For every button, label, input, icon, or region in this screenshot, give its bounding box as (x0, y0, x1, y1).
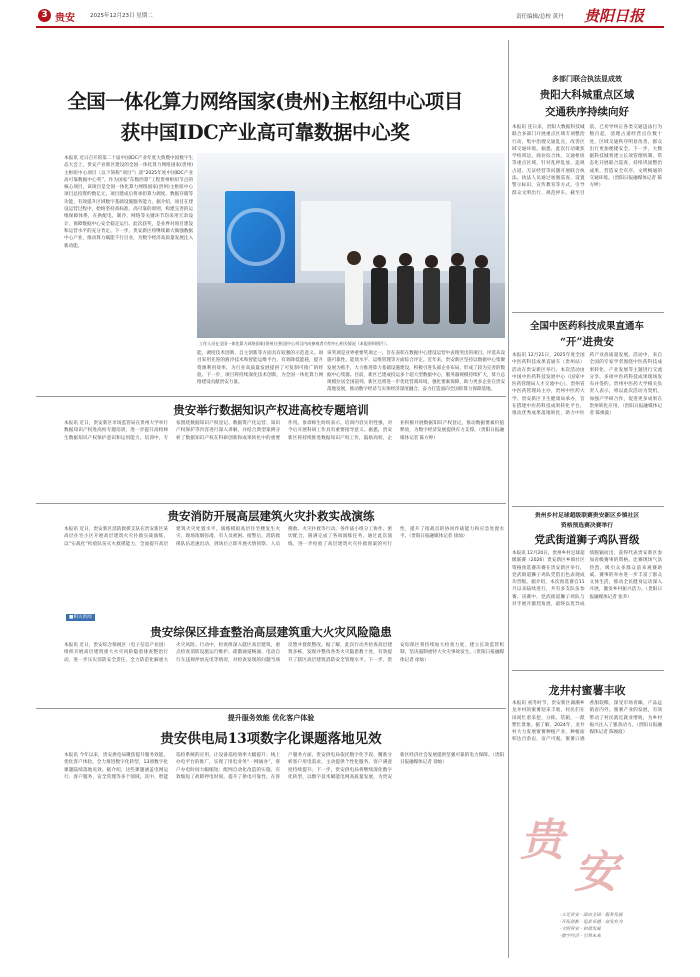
divider (512, 506, 664, 507)
masthead (0, 0, 700, 28)
calligraphy-char-2: 安 (574, 847, 618, 898)
football-body: 本报讯 12月20日，贵州乡村足球超级联赛（2026）贵安新区乡镇社区资格预选赛决赛在贵安新区举行，党武街道狮子鸡队凭借出色表现成功晋级。据介绍，本次预选赛自11月以来陆续进行，共有多支队伍参赛。决赛中，党武街道狮子鸡队与对手展开激烈角逐，最终以优异成绩脱颖而出，获得代表贵安新区参加省级赛事的资格。比赛现场气氛热烈，吸引众多群众前来观赛助威。赛事的举办进一步丰富了群众文体生活，推动全民健身运动深入开展，激发乡村振兴活力。（贵阳日报融媒体记者 张乔） (512, 551, 662, 608)
lead-photo-caption: 工作人员在全国一体化算力网络国家(贵州)主枢纽中心项目内向参观者介绍中心相关情况（本报资料图片）。 (199, 341, 391, 346)
slogan-list (560, 912, 664, 940)
lead-photo (197, 153, 505, 338)
traffic-title-line2: 交通秩序持续向好 (545, 106, 629, 118)
bonded-zone-title: 贵安综保区排查整治高层建筑重大火灾风险隐患 (150, 625, 392, 639)
masthead-rule (36, 26, 664, 28)
decorative-calligraphy (514, 800, 664, 910)
divider (36, 503, 506, 504)
tcm-title-line2: “开”进贵安 (559, 336, 615, 348)
lead-body-right: 该奖项是业界重要奖项之一，旨在表彰在数据中心建设运营中表现突出的项目。评选从设施可靠性、能效水平、运维管理等方面综合评定。近年来，贵安新区坚持以数据中心集聚发展为抓手，大力推进算力基础设施建设，积极引进头部企业布局，形成了较为完善的数据中心集群。目前，新区已建成投运多个超大型数据中心，服务器规模持续扩大，算力总规模位居全国前列。新区还将进一步优化营商环境，强化要素保障，助力更多企业在贵安落地发展，推动数字经济与实体经济深度融合，奋力打造面向全国的算力保障基地。 (327, 351, 505, 393)
bonded-zone-body: 本报讯 近日，贵安综合保税区（电子信息产业园）组织开展高层建筑重大火灾风险隐患排查整治行动，进一步压实消防安全责任，全力防范化解重大火灾风险。行动中，检查组深入辖区高层建筑，重点检查消防设施运行维护、疏散通道畅通、电动自行车违规停放充电等情况，对检查发现的问题当场反馈并督促整改。据了解，此次行动共检查高层建筑多栋，发现并整改各类火灾隐患数十处，有效提升了辖区高层建筑消防安全管理水平。下一步，贵安综保区将持续加大检查力度，建立长效监管机制，坚决遏制重特大火灾事故发生。（贵阳日报融媒体记者 徐灿） (64, 643, 504, 663)
display-ring (227, 208, 285, 266)
page-number-badge: 3 (38, 9, 51, 22)
traffic-title-line1: 贵阳大科城重点区域 (539, 89, 635, 101)
football-kicker-line2: 资格预选赛决赛举行 (560, 523, 614, 529)
section-name: 贵安 (55, 13, 75, 24)
slogan-line: ·开拓创新 · 追求卓越 · 奋发有为 (560, 920, 623, 925)
ip-training-title: 贵安举行数据知识产权进高校专题培训 (173, 403, 369, 417)
calligraphy-char-1: 贵 (520, 815, 564, 866)
fire-drill-body: 本报讯 近日，贵安新区消防救援支队在贵安新区某高层住宅小区开展高层建筑火灾扑救实战演练，以“实战化”检验队伍灭火救援能力，全面提升高层建筑火灾处置水平。演练模拟高层住宅楼发生火灾，现场浓烟弥漫，有人员被困。接警后，消防救援队伍迅速出动，到场后立即开展火情侦察、人员搜救、火灾扑救等行动。各作战小组分工协作、密切配合，圆满完成了各项演练任务。通过此次演练，进一步检验了高层建筑火灾扑救预案的可行性，提升了指战员的协同作战能力和应急处置水平。（贵阳日报融媒体记者 徐灿） (64, 527, 504, 547)
issue-date: 2025年12月23日 星期二 (90, 13, 153, 19)
power-title: 贵安供电局13项数字化课题落地见效 (160, 731, 382, 747)
football-title: 党武街道狮子鸡队晋级 (534, 534, 640, 546)
traffic-kicker: 多部门联合执法显成效 (552, 75, 622, 83)
slogan-line: ·数字经济 · 引领未来 (560, 934, 601, 939)
sweet-potato-title: 龙井村蜜薯丰收 (548, 684, 626, 697)
sweet-potato-body: 本报讯 初冬时节，贵安新区湖潮乡龙井村的蜜薯迎来丰收，村民们在田间忙着采挖、分拣、装箱，一派繁忙景象。据了解，2024年，龙井村大力发展蜜薯种植产业，种植面积达百余亩，亩产可观。蜜薯口感香甜软糯，深受市场青睐，产品远销省内外。蜜薯产业的发展，有效带动了村民就近就业增收，为乡村振兴注入了强劲动力。（贵阳日报融媒体记者 陈俊波） (512, 701, 662, 743)
traffic-body: 本报讯 连日来，贵阳大数据科技城联合多部门开展重点区域专项整治行动，集中治理交通乱点，改善区域交通环境。据悉，此次行动聚焦学校周边、商业综合体、交通枢纽等重点区域，针对乱停乱放、违规占道、无证经营等问题开展联合执法。执法人员通过加强巡查、设置警示标识、宣传教育等方式，引导群众文明出行、规范停车。截至目前，已劝导纠正各类交通违法行为数百起，清理占道经营点位数十处，区域交通秩序明显改善，群众出行更加便捷安全。下一步，大数据科技城将建立长效管理机制，常态化开展联合巡查，持续巩固整治成果，营造安全有序、文明畅通的交通环境。（贵阳日报融媒体记者 陈方婷） (512, 125, 662, 196)
power-kicker: 提升服务效能 优化客户体验 (227, 714, 315, 722)
ip-training-body: 本报讯 近日，贵安新区市场监管局在贵州大学举行数据知识产权进高校专题培训，进一步提升高校师生数据知识产权保护意识和运用能力。培训中，专家围绕数据知识产权登记、数据资产化运营、知识产权保护等内容进行深入讲解，并结合典型案例分析了数据知识产权在科研创新和成果转化中的重要作用。参训师生纷纷表示，培训内容实用性强，对今后开展科研工作具有重要指导意义。据悉，贵安新区将持续推进数据知识产权工作，鼓励高校、企业积极开展数据知识产权登记，推动数据要素价值释放，为数字经济发展提供有力支撑。（贵阳日报融媒体记者 陈方婷） (64, 421, 504, 441)
divider (512, 670, 664, 671)
tcm-body: 本报讯 12月21日，2025年度全国中医药科技成果直通车（贵州站）活动在贵安新区举行。本次活动由中国中医药科技发展中心（国家中医药管理局人才交流中心）、贵州省中医药管理局主办，贵州中医药大学、贵安新区卫生健康局承办，旨在搭建中医药科技成果转化平台，推动优秀成果落地转化，助力中医药产业高质量发展。活动中，来自全国的专家学者围绕中医药科技成果转化、产业发展等主题进行交流分享，多项中医药科技成果现场发布并签约。贵州中医药大学相关负责人表示，将以此次活动为契机，加强产学研合作，促进更多成果在贵州转化应用。（贵阳日报融媒体记者 陈俊波） (512, 353, 662, 417)
divider (36, 396, 506, 397)
divider (512, 312, 664, 313)
divider (36, 708, 506, 709)
related-news-tag: ■相关新闻 (66, 614, 95, 621)
lead-title-line1: 全国一体化算力网络国家(贵州)主枢纽中心项目 (67, 90, 463, 113)
editor-credit: 责任编辑/总校 黄丹 (516, 14, 564, 20)
lead-body-bottom: 能、调度技术创新、自主创新等方面具有较强的示范意义。项目采用先进的液冷技术和智能运维平台，有效降低能耗，提升资源利用效率，为行业高质量发展提供了可复制可推广的经验。下一步，项目将持续深化技术创新，为全国一体化算力网络建设贡献贵安力量。 (197, 351, 323, 386)
lead-title-line2: 获中国IDC产业高可靠数据中心奖 (120, 121, 410, 144)
newspaper-logo: 贵阳日报 (584, 7, 645, 25)
slogan-line: ·文明贵安 · 和谐发展 (560, 927, 601, 932)
power-body: 本报讯 今年以来，贵安供电局聚焦提升服务效能、优化客户体验，全力推进数字化转型，13项数字化课题陆续落地见效。据介绍，这些课题涵盖电网运行、客户服务、安全管理等多个领域。其中，智能巡检系统的应用，让设备巡检效率大幅提升；线上办电平台的推广，实现了用电业务“一网通办”，客户办电时间大幅缩短；配网自动化改造的实施，有效缩短了故障停电时间，提升了供电可靠性。在客户服务方面，贵安供电局依托数字化手段，精准分析客户用电需求，主动提供个性化服务，客户满意度持续提升。下一步，贵安供电局将继续深化数字化转型，以数字技术赋能电网高质量发展，为贵安新区经济社会发展提供坚强可靠的电力保障。（贵阳日报融媒体记者 徐灿） (64, 753, 504, 780)
fire-drill-title: 贵安消防开展高层建筑火灾扑救实战演练 (167, 509, 375, 523)
column-divider (508, 40, 509, 958)
slogan-line: ·立足贵安 · 面向全国 · 服务发展 (560, 913, 623, 918)
lead-body-left: 本报讯 近日召开的第二十届中国IDC产业年度大典暨中国数字生态大会上，贵安产业新区建设的全国一体化算力网络国家(贵州)主枢纽中心项目（以下简称“项目”）获“2025年度中国IDC产业高可靠数据中心奖”。作为国家“东数西算”工程贵州枢纽节点的核心项目，该项目是全国一体化算力网络国家(贵州)主枢纽中心项目总投资约数亿元，项目建成后将承担算力调度、数据存储等功能，有效提升区域数字基础设施服务能力。据介绍，项目在建设运营过程中，始终坚持高标准、高可靠的原则，构建完善的运维保障体系，在供配电、制冷、网络等关键环节均采用冗余设计，保障数据中心安全稳定运行。此次获奖，是业界对项目建设和运营水平的充分肯定。下一步，贵安新区将继续做大做强数据中心产业，推动算力赋能千行百业，为数字经济高质量发展注入新动能。 (64, 156, 193, 249)
football-kicker-line1: 贵州乡村足球超级联赛贵安新区乡镇社区 (534, 513, 640, 519)
tcm-title-line1: 全国中医药科技成果直通车 (529, 321, 644, 332)
visitor-group (347, 241, 497, 331)
